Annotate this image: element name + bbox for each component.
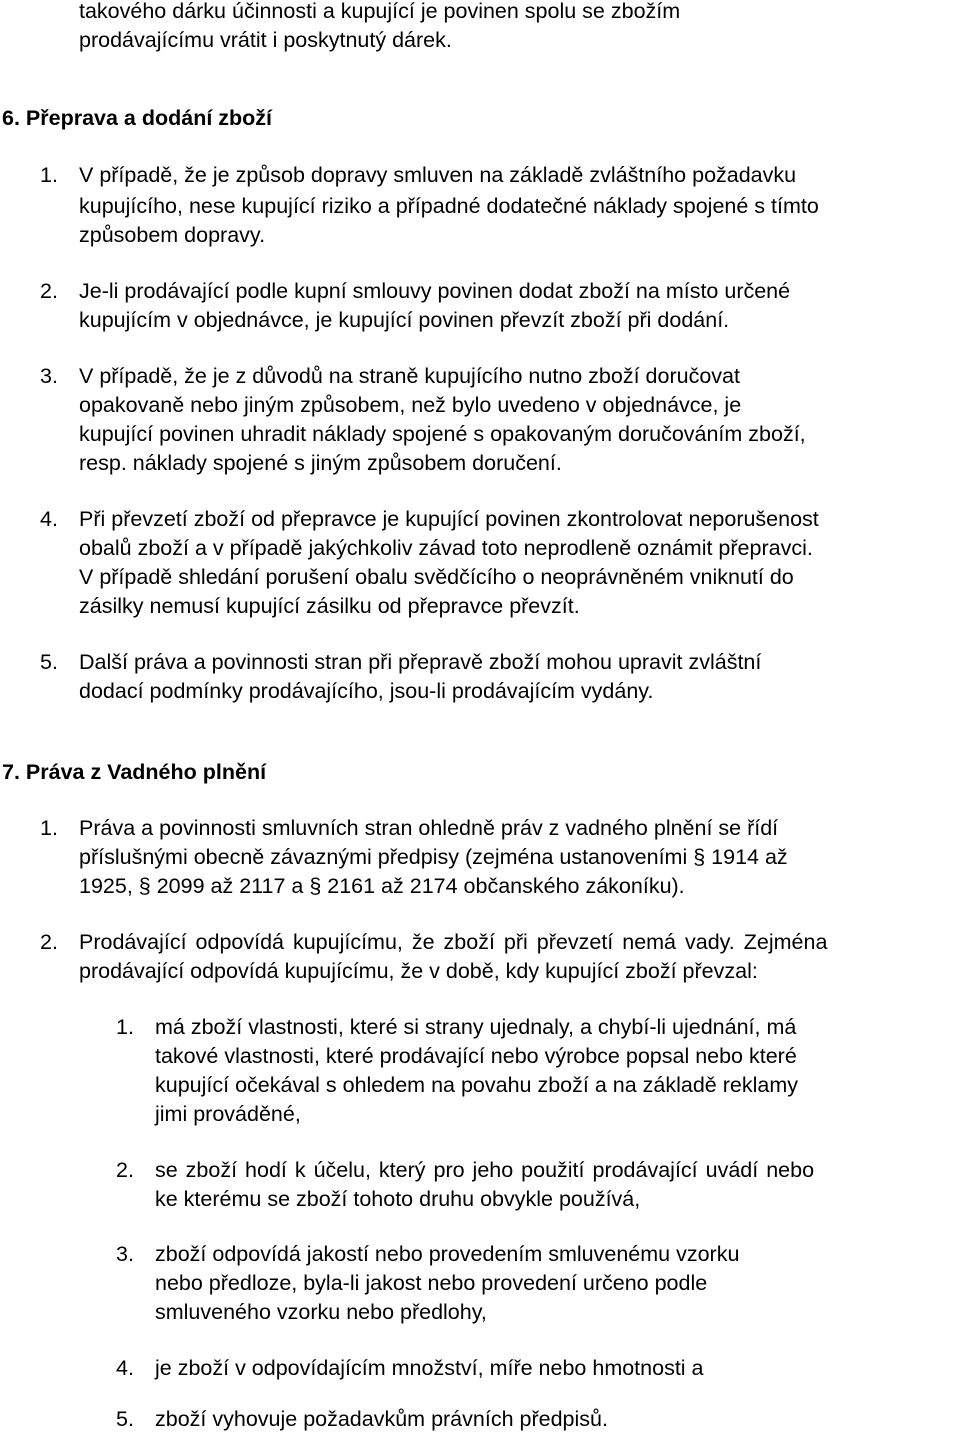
subitem-line: zboží vyhovuje požadavkům právních předpisů. [155,1407,608,1431]
paragraph-line: opakovaně nebo jiným způsobem, než bylo uvedeno v objednávce, je [79,393,742,417]
paragraph-line: resp. náklady spojené s jiným způsobem doručení. [79,451,562,475]
paragraph-line: kupujícího, nese kupující riziko a případné dodatečné náklady spojené s tímto [79,194,819,218]
paragraph-line: 1925, § 2099 až 2117 a § 2161 až 2174 občanského zákoníku). [79,874,685,898]
subitem-line: je zboží v odpovídajícím množství, míře nebo hmotnosti a [155,1356,704,1380]
section-heading: 7. Práva z Vadného plnění [2,760,267,784]
paragraph-line: Další práva a povinnosti stran při přepravě zboží mohou upravit zvláštní [79,650,762,674]
paragraph-line: příslušnými obecně závaznými předpisy (zejména ustanoveními § 1914 až [79,845,788,869]
paragraph-line: Při převzetí zboží od přepravce je kupující povinen zkontrolovat neporušenost [79,507,819,531]
subitem-line: ke kterému se zboží tohoto druhu obvykle používá, [155,1187,641,1211]
item-number: 2. [40,930,58,954]
subitem-number: 4. [116,1356,134,1380]
subitem-number: 1. [116,1015,134,1039]
paragraph-line: V případě, že je způsob dopravy smluven na základě zvláštního požadavku [79,163,797,187]
paragraph-line: dodací podmínky prodávajícího, jsou-li prodávajícím vydány. [79,679,654,703]
subitem-line: zboží odpovídá jakostí nebo provedením smluvenému vzorku [155,1242,740,1266]
intro-line: prodávajícímu vrátit i poskytnutý dárek. [79,28,452,52]
paragraph-line: kupující povinen uhradit náklady spojené s opakovaným doručováním zboží, [79,422,806,446]
paragraph-line: V případě, že je z důvodů na straně kupujícího nutno zboží doručovat [79,364,740,388]
subitem-line: smluveného vzorku nebo předlohy, [155,1300,487,1324]
item-number: 3. [40,364,58,388]
paragraph-line: zásilky nemusí kupující zásilku od přepravce převzít. [79,594,580,618]
subitem-number: 3. [116,1242,134,1266]
paragraph-line: prodávající odpovídá kupujícímu, že v době, kdy kupující zboží převzal: [79,959,758,983]
subitem-number: 5. [116,1407,134,1431]
intro-line: takového dárku účinnosti a kupující je povinen spolu se zbožím [79,0,681,23]
item-number: 2. [40,279,58,303]
subitem-line: jimi prováděné, [155,1102,301,1126]
item-number: 4. [40,507,58,531]
subitem-number: 2. [116,1158,134,1182]
item-number: 1. [40,163,58,187]
subitem-line: kupující očekával s ohledem na povahu zboží a na základě reklamy [155,1073,798,1097]
paragraph-line: obalů zboží a v případě jakýchkoliv závad toto neprodleně oznámit přepravci. [79,536,813,560]
paragraph-line: V případě shledání porušení obalu svědčícího o neoprávněném vniknutí do [79,565,794,589]
paragraph-line: Prodávající odpovídá kupujícímu, že zboží při převzetí nemá vady. Zejména [79,930,828,954]
subitem-line: nebo předloze, byla-li jakost nebo provedení určeno podle [155,1271,708,1295]
item-number: 5. [40,650,58,674]
paragraph-line: kupujícím v objednávce, je kupující povinen převzít zboží při dodání. [79,308,730,332]
paragraph-line: Práva a povinnosti smluvních stran ohledně práv z vadného plnění se řídí [79,816,779,840]
item-number: 1. [40,816,58,840]
paragraph-line: Je-li prodávající podle kupní smlouvy povinen dodat zboží na místo určené [79,279,791,303]
paragraph-line: způsobem dopravy. [79,223,266,247]
section-heading: 6. Přeprava a dodání zboží [2,106,273,130]
subitem-line: takové vlastnosti, které prodávající nebo výrobce popsal nebo které [155,1044,797,1068]
subitem-line: se zboží hodí k účelu, který pro jeho použití prodávající uvádí nebo [155,1158,815,1182]
subitem-line: má zboží vlastnosti, které si strany ujednaly, a chybí-li ujednání, má [155,1015,797,1039]
